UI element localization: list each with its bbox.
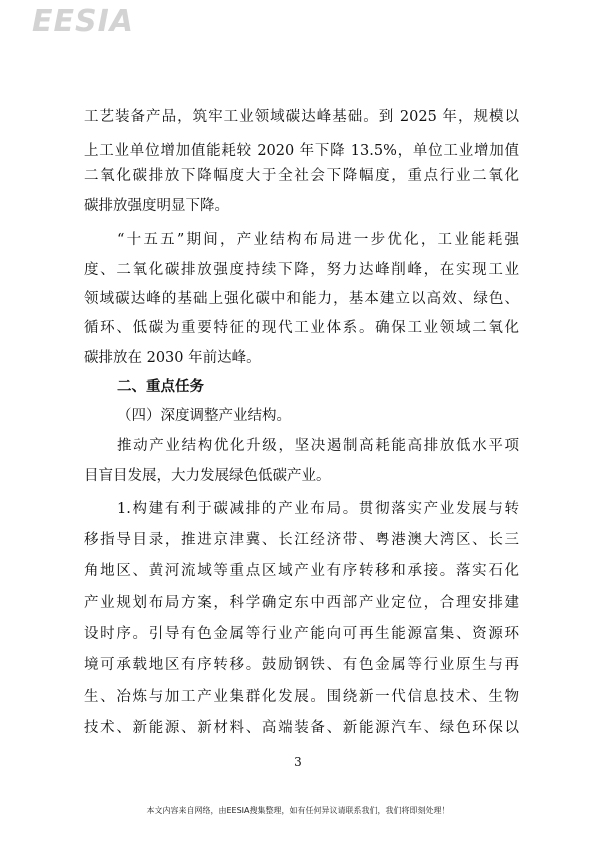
body-line: 领域碳达峰的基础上强化碳中和能力，基本建立以高效、绿色、 xyxy=(84,291,519,307)
body-line: 循环、低碳为重要特征的现代工业体系。确保工业领域二氧化 xyxy=(84,320,519,336)
footer-disclaimer: 本文内容来自网络，由EESIA搜集整理，如有任何异议请联系我们，我们将即刻处理！ xyxy=(146,806,450,815)
body-line: 境可承载地区有序转移。鼓励钢铁、有色金属等行业原生与再 xyxy=(84,657,519,673)
body-line: 移指导目录，推进京津冀、长江经济带、粤港澳大湾区、长三 xyxy=(84,532,519,548)
body-line: 工艺装备产品，筑牢工业领域碳达峰基础。到 2025 年，规模以 xyxy=(84,109,519,125)
page-number: 3 xyxy=(294,755,302,769)
body-line: 上工业单位增加值能耗较 2020 年下降 13.5%，单位工业增加值 xyxy=(84,143,519,159)
body-line: 产业规划布局方案，科学确定东中西部产业定位，合理安排建 xyxy=(84,595,519,611)
body-line: 推动产业结构优化升级，坚决遏制高耗能高排放低水平项 xyxy=(117,438,519,454)
body-line: 目盲目发展，大力发展绿色低碳产业。 xyxy=(84,468,331,484)
body-line: 技术、新能源、新材料、高端装备、新能源汽车、绿色环保以 xyxy=(84,720,519,736)
body-line: 碳排放强度明显下降。 xyxy=(84,198,229,214)
body-line: 角地区、黄河流域等重点区域产业有序转移和承接。落实石化 xyxy=(84,563,519,579)
body-line: 碳排放在 2030 年前达峰。 xyxy=(84,350,261,366)
body-line: 1.构建有利于碳减排的产业布局。贯彻落实产业发展与转 xyxy=(117,501,519,517)
body-line: “十五五”期间，产业结构布局进一步优化，工业能耗强 xyxy=(117,232,519,248)
body-line: 设时序。引导有色金属等行业产能向可再生能源富集、资源环 xyxy=(84,626,519,642)
eesia-logo: EESIA xyxy=(32,4,134,39)
body-line: 度、二氧化碳排放强度持续下降，努力达峰削峰，在实现工业 xyxy=(84,262,519,278)
section-heading: 二、重点任务 xyxy=(117,379,204,395)
body-line: 生、冶炼与加工产业集群化发展。围绕新一代信息技术、生物 xyxy=(84,689,519,705)
subsection-heading: （四）深度调整产业结构。 xyxy=(117,408,291,424)
body-line: 二氧化碳排放下降幅度大于全社会下降幅度，重点行业二氧化 xyxy=(84,168,519,184)
